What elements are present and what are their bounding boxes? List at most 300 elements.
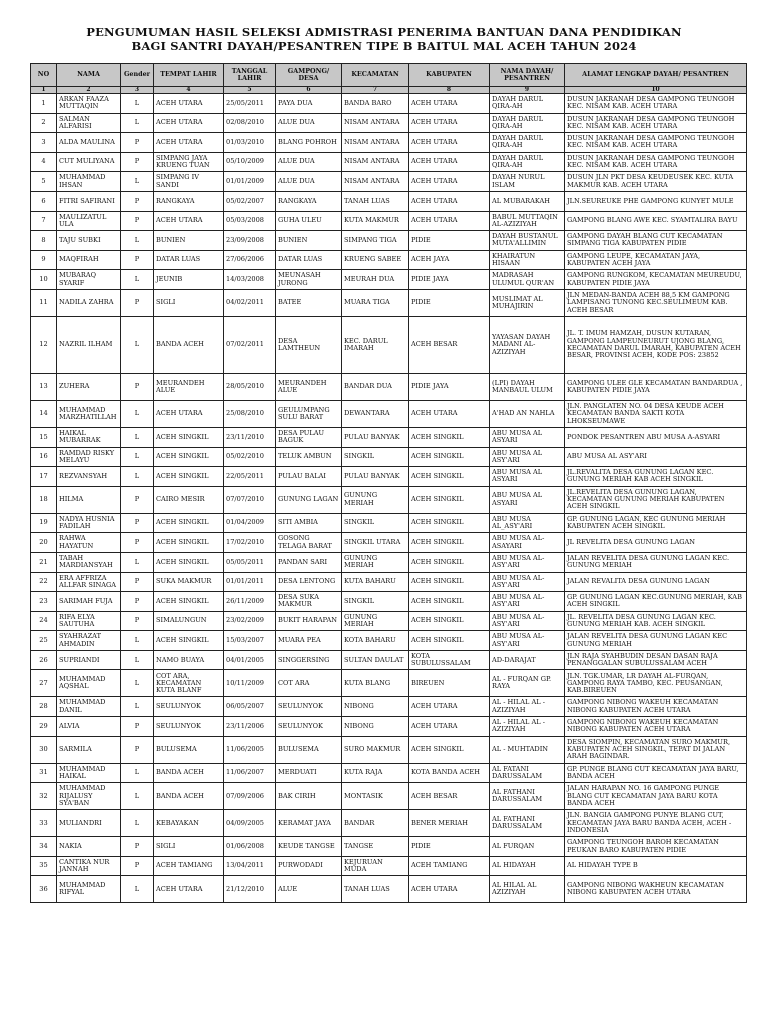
regency: ACEH SINGKIL — [409, 427, 490, 447]
dayah-address: DUSUN JAKRANAH DESA GAMPONG TEUNGOH KEC. NISAM KAB. ACEH UTARA — [565, 152, 747, 172]
gender: L — [121, 810, 154, 837]
district: KUTA RAJA — [342, 763, 409, 783]
row-number: 32 — [31, 783, 57, 810]
birth-place: ACEH SINGKIL — [154, 427, 224, 447]
birth-place: ACEH UTARA — [154, 94, 224, 114]
row-number: 9 — [31, 250, 57, 270]
column-header: NAMA DAYAH/ PESANTREN — [490, 64, 565, 87]
birth-date: 11/06/2007 — [224, 763, 276, 783]
student-name: MUBARAQ SYARIF — [57, 270, 121, 290]
column-number: 8 — [409, 87, 490, 94]
student-name: SUPRIANDI — [57, 650, 121, 670]
row-number: 8 — [31, 231, 57, 251]
district: MONTASIK — [342, 783, 409, 810]
row-number: 13 — [31, 373, 57, 400]
row-number: 21 — [31, 552, 57, 572]
regency: ACEH UTARA — [409, 717, 490, 737]
gender: L — [121, 94, 154, 114]
dayah-name: ABU MUSA AL ASYARI — [490, 486, 565, 513]
village: KERAMAT JAYA — [276, 810, 342, 837]
dayah-name: ABU MUSA AL ASYARI — [490, 427, 565, 447]
district: GUNUNG MERIAH — [342, 552, 409, 572]
gender: L — [121, 316, 154, 373]
column-header: GAMPONG/ DESA — [276, 64, 342, 87]
birth-place: BANDA ACEH — [154, 316, 224, 373]
birth-date: 25/08/2010 — [224, 400, 276, 427]
dayah-address: JL.REVELITA DESA GUNUNG LAGAN, KECAMATAN GUNUNG MERIAH KABUPATEN ACEH SINGKIL — [565, 486, 747, 513]
birth-date: 01/06/2008 — [224, 837, 276, 857]
student-name: MUHAMMAD MARZHATILLAH — [57, 400, 121, 427]
gender: L — [121, 231, 154, 251]
dayah-name: MUSLIMAT AL MUHAJIRIN — [490, 289, 565, 316]
table-row — [31, 736, 747, 763]
gender: L — [121, 467, 154, 487]
table-row — [31, 572, 747, 592]
dayah-address: AL HIDAYAH TYPE B — [565, 856, 747, 876]
table-row — [31, 447, 747, 467]
village: SEULUNYOK — [276, 717, 342, 737]
gender: P — [121, 289, 154, 316]
column-header: NO — [31, 64, 57, 87]
district: NIBONG — [342, 697, 409, 717]
student-name: NAKIA — [57, 837, 121, 857]
student-name: MUHAMMAD HAIKAL — [57, 763, 121, 783]
birth-place: CAIRO MESIR — [154, 486, 224, 513]
dayah-address: GAMPONG DAYAH BLANG CUT KECAMATAN SIMPANG TIGA KABUPATEN PIDIE — [565, 231, 747, 251]
dayah-address: JALAN REVELITA DESA GUNUNG LAGAN KEC. GUNUNG MERIAH — [565, 552, 747, 572]
gender: P — [121, 513, 154, 533]
dayah-address: JLN. PANGLATEN NO. 04 DESA KEUDE ACEH KECAMATAN BANDA SAKTI KOTA LHOKSEUMAWE — [565, 400, 747, 427]
table-row — [31, 289, 747, 316]
row-number: 33 — [31, 810, 57, 837]
birth-place: BANDA ACEH — [154, 763, 224, 783]
table-row — [31, 717, 747, 737]
student-name: SYAHRAZAT AHMADIN — [57, 631, 121, 651]
dayah-name: ABU MUSA AL-ASY'ARI — [490, 611, 565, 631]
gender: P — [121, 211, 154, 231]
row-number: 7 — [31, 211, 57, 231]
district: SULTAN DAULAT — [342, 650, 409, 670]
birth-date: 06/05/2007 — [224, 697, 276, 717]
gender: L — [121, 697, 154, 717]
dayah-address: JL REVELITA DESA GUNUNG LAGAN — [565, 533, 747, 553]
student-name: SARMILA — [57, 736, 121, 763]
birth-date: 26/11/2009 — [224, 592, 276, 612]
column-number: 3 — [121, 87, 154, 94]
column-header: ALAMAT LENGKAP DAYAH/ PESANTREN — [565, 64, 747, 87]
dayah-address: JL. T. IMUM HAMZAH, DUSUN KUTARAN, GAMPONG LAMPEUNEURUT UJONG BLANG, KECAMATAN DARUL IMARAH, KABUPATEN ACEH BESAR, PROVINSI ACEH, KODE POS: 23852 — [565, 316, 747, 373]
student-name: NADILA ZAHRA — [57, 289, 121, 316]
village: DATAR LUAS — [276, 250, 342, 270]
district: KRUENG SABEE — [342, 250, 409, 270]
dayah-name: ABU MUSA AL-ASY'ARI — [490, 552, 565, 572]
regency: ACEH SINGKIL — [409, 592, 490, 612]
table-row — [31, 94, 747, 114]
dayah-name: ABU MUSA AL-ASY'ARI — [490, 572, 565, 592]
regency: ACEH SINGKIL — [409, 533, 490, 553]
regency: ACEH UTARA — [409, 191, 490, 211]
regency: PIDIE — [409, 289, 490, 316]
row-number: 16 — [31, 447, 57, 467]
dayah-address: JLN. TGK.UMAR, LR DAYAH AL-FURQAN, GAMPONG RAYA TAMBO, KEC. PEUSANGAN, KAB.BIREUEN — [565, 670, 747, 697]
row-number: 26 — [31, 650, 57, 670]
district: GUNUNG MERIAH — [342, 611, 409, 631]
dayah-name: A'HAD AN NAHLA — [490, 400, 565, 427]
dayah-name: ABU MUSA AL ASYARI — [490, 467, 565, 487]
table-row — [31, 113, 747, 133]
birth-place: SIMPANG JAYA KRUENG TUAN — [154, 152, 224, 172]
student-name: ALDA MAULINA — [57, 133, 121, 153]
document-title-line1: PENGUMUMAN HASIL SELEKSI ADMISTRASI PENERIMA BANTUAN DANA PENDIDIKAN — [86, 25, 682, 39]
dayah-name: AL - FURQAN GP. RAYA — [490, 670, 565, 697]
row-number: 30 — [31, 736, 57, 763]
birth-place: BULUSEMA — [154, 736, 224, 763]
row-number: 3 — [31, 133, 57, 153]
row-number: 19 — [31, 513, 57, 533]
dayah-address: JLN RAJA SYAHBUDIN DESAN DASAN RAJA PENANGGALAN SUBULUSSALAM ACEH — [565, 650, 747, 670]
village: ALUE — [276, 876, 342, 903]
table-row — [31, 611, 747, 631]
gender: L — [121, 670, 154, 697]
village: GOSONG TELAGA BARAT — [276, 533, 342, 553]
regency: ACEH SINGKIL — [409, 486, 490, 513]
dayah-name: AL FATHANI DARUSSALAM — [490, 810, 565, 837]
birth-date: 28/05/2010 — [224, 373, 276, 400]
district: TANAH LUAS — [342, 191, 409, 211]
table-row — [31, 697, 747, 717]
district: NISAM ANTARA — [342, 133, 409, 153]
birth-place: KEBAYAKAN — [154, 810, 224, 837]
student-name: SARIMAH FUJA — [57, 592, 121, 612]
student-name: CUT MULIYANA — [57, 152, 121, 172]
student-name: MUHAMMAD RIFYAL — [57, 876, 121, 903]
dayah-name: AL - HILAL AL - AZIZIYAH — [490, 717, 565, 737]
village: GEULUMPANG SULU BARAT — [276, 400, 342, 427]
gender: P — [121, 486, 154, 513]
village: PAYA DUA — [276, 94, 342, 114]
birth-place: JEUNIB — [154, 270, 224, 290]
village: ALUE DUA — [276, 152, 342, 172]
row-number: 6 — [31, 191, 57, 211]
birth-date: 25/05/2011 — [224, 94, 276, 114]
table-row — [31, 373, 747, 400]
row-number: 28 — [31, 697, 57, 717]
row-number: 5 — [31, 172, 57, 192]
district: NISAM ANTARA — [342, 172, 409, 192]
birth-date: 27/06/2006 — [224, 250, 276, 270]
birth-date: 22/05/2011 — [224, 467, 276, 487]
village: GUNUNG LAGAN — [276, 486, 342, 513]
table-row — [31, 650, 747, 670]
birth-place: RANGKAYA — [154, 191, 224, 211]
dayah-address: GAMPONG NIBONG WAKHEUN KECAMATAN NIBONG KABUPATEN ACEH UTARA — [565, 876, 747, 903]
birth-place: COT ARA, KECAMATAN KUTA BLANF — [154, 670, 224, 697]
birth-date: 23/09/2008 — [224, 231, 276, 251]
regency: ACEH SINGKIL — [409, 572, 490, 592]
dayah-name: AL - HILAL AL - AZIZIYAH — [490, 697, 565, 717]
district: BANDA BARO — [342, 94, 409, 114]
birth-place: ACEH SINGKIL — [154, 592, 224, 612]
row-number: 15 — [31, 427, 57, 447]
village: KEUDE TANGSE — [276, 837, 342, 857]
row-number: 34 — [31, 837, 57, 857]
regency: ACEH SINGKIL — [409, 552, 490, 572]
birth-date: 17/02/2010 — [224, 533, 276, 553]
row-number: 10 — [31, 270, 57, 290]
birth-place: MEURANDEH ALUE — [154, 373, 224, 400]
student-name: ARKAN FAAZA MUTTAQIN — [57, 94, 121, 114]
dayah-address: GAMPONG NIBONG WAKEUH KECAMATAN NIBONG KABUPATEN ACEH UTARA — [565, 697, 747, 717]
gender: L — [121, 763, 154, 783]
column-header: Gender — [121, 64, 154, 87]
regency: ACEH UTARA — [409, 113, 490, 133]
regency: ACEH SINGKIL — [409, 447, 490, 467]
column-number: 5 — [224, 87, 276, 94]
student-name: MAULIZATUL ULA — [57, 211, 121, 231]
student-name: REZVANSYAH — [57, 467, 121, 487]
gender: P — [121, 533, 154, 553]
regency: ACEH UTARA — [409, 211, 490, 231]
student-name: SALMAN ALFARISI — [57, 113, 121, 133]
dayah-address: DESA SIOMPIN, KECAMATAN SURO MAKMUR, KABUPATEN ACEH SINGKIL, TEPAT DI JALAN ARAH BAGINDAR. — [565, 736, 747, 763]
row-number: 11 — [31, 289, 57, 316]
dayah-address: JLN.SEUREUKE PHE GAMPONG KUNYET MULE — [565, 191, 747, 211]
regency: BIREUEN — [409, 670, 490, 697]
birth-date: 11/06/2005 — [224, 736, 276, 763]
village: ALUE DUA — [276, 172, 342, 192]
birth-place: ACEH SINGKIL — [154, 447, 224, 467]
gender: P — [121, 373, 154, 400]
dayah-address: DUSUN JLN PKT DESA KEUDEUSEK KEC. KUTA MAKMUR KAB. ACEH UTARA — [565, 172, 747, 192]
regency: ACEH SINGKIL — [409, 631, 490, 651]
birth-date: 01/01/2009 — [224, 172, 276, 192]
student-name: MULIANDRI — [57, 810, 121, 837]
gender: P — [121, 837, 154, 857]
column-number: 2 — [57, 87, 121, 94]
dayah-name: KHAIRATUN HISAAN — [490, 250, 565, 270]
dayah-name: BABUL MUTTAQIN AL-AZIZIYAH — [490, 211, 565, 231]
student-name: RAHWA HAYATUN — [57, 533, 121, 553]
row-number: 12 — [31, 316, 57, 373]
district: DEWANTARA — [342, 400, 409, 427]
regency: ACEH SINGKIL — [409, 513, 490, 533]
column-number: 7 — [342, 87, 409, 94]
dayah-address: GAMPONG BLANG AWE KEC. SYAMTALIRA BAYU — [565, 211, 747, 231]
student-name: FITRI SAFIRANI — [57, 191, 121, 211]
village: PANDAN SARI — [276, 552, 342, 572]
table-row — [31, 427, 747, 447]
dayah-name: DAYAH DARUL QIRA-AH — [490, 94, 565, 114]
birth-place: ACEH SINGKIL — [154, 631, 224, 651]
birth-place: ACEH TAMIANG — [154, 856, 224, 876]
village: MUARA PEA — [276, 631, 342, 651]
student-name: HAIKAL MUBARRAK — [57, 427, 121, 447]
regency: ACEH SINGKIL — [409, 467, 490, 487]
table-row — [31, 133, 747, 153]
birth-date: 13/04/2011 — [224, 856, 276, 876]
table-row — [31, 172, 747, 192]
row-number: 31 — [31, 763, 57, 783]
birth-date: 07/09/2006 — [224, 783, 276, 810]
table-row — [31, 250, 747, 270]
district: PULAU BANYAK — [342, 427, 409, 447]
table-row — [31, 763, 747, 783]
birth-date: 01/04/2009 — [224, 513, 276, 533]
birth-place: ACEH UTARA — [154, 211, 224, 231]
column-number: 1 — [31, 87, 57, 94]
student-name: ALVIA — [57, 717, 121, 737]
birth-date: 23/02/2009 — [224, 611, 276, 631]
table-row — [31, 231, 747, 251]
regency: ACEH JAYA — [409, 250, 490, 270]
gender: P — [121, 133, 154, 153]
table-column-number-row — [31, 87, 747, 94]
regency: BENER MERIAH — [409, 810, 490, 837]
birth-place: ACEH SINGKIL — [154, 467, 224, 487]
table-row — [31, 513, 747, 533]
birth-date: 05/02/2010 — [224, 447, 276, 467]
row-number: 36 — [31, 876, 57, 903]
table-row — [31, 486, 747, 513]
regency: KOTA SUBULUSSALAM — [409, 650, 490, 670]
dayah-address: GAMPONG TEUNGOH BAROH KECAMATAN PEUKAN BARO KABUPATEN PIDIE — [565, 837, 747, 857]
regency: PIDIE JAYA — [409, 373, 490, 400]
village: SINGGERSING — [276, 650, 342, 670]
district: TANGSE — [342, 837, 409, 857]
regency: ACEH UTARA — [409, 876, 490, 903]
birth-place: SIGLI — [154, 289, 224, 316]
birth-place: ACEH SINGKIL — [154, 513, 224, 533]
student-name: HILMA — [57, 486, 121, 513]
table-body — [31, 94, 747, 903]
regency: PIDIE — [409, 231, 490, 251]
dayah-name: MADRASAH ULUMUL QUR'AN — [490, 270, 565, 290]
column-header: KABUPATEN — [409, 64, 490, 87]
dayah-address: GAMPONG RUNGKOM, KECAMATAN MEUREUDU, KABUPATEN PIDIE JAYA — [565, 270, 747, 290]
dayah-address: DUSUN JAKRANAH DESA GAMPONG TEUNGOH KEC. NISAM KAB. ACEH UTARA — [565, 133, 747, 153]
village: MEUNASAH JURONG — [276, 270, 342, 290]
regency: PIDIE — [409, 837, 490, 857]
birth-date: 23/11/2010 — [224, 427, 276, 447]
regency: ACEH UTARA — [409, 152, 490, 172]
village: PULAU BALAI — [276, 467, 342, 487]
row-number: 23 — [31, 592, 57, 612]
gender: L — [121, 172, 154, 192]
column-number: 9 — [490, 87, 565, 94]
regency: ACEH UTARA — [409, 400, 490, 427]
dayah-name: YAYASAN DAYAH MADANI AL-AZIZIYAH — [490, 316, 565, 373]
district: SINGKIL — [342, 513, 409, 533]
dayah-name: AL MUBARAKAH — [490, 191, 565, 211]
document-title-line2: BAGI SANTRI DAYAH/PESANTREN TIPE B BAITUL MAL ACEH TAHUN 2024 — [131, 39, 637, 53]
birth-place: BANDA ACEH — [154, 783, 224, 810]
birth-place: SUKA MAKMUR — [154, 572, 224, 592]
district: NISAM ANTARA — [342, 113, 409, 133]
gender: P — [121, 736, 154, 763]
district: TANAH LUAS — [342, 876, 409, 903]
birth-place: SIGLI — [154, 837, 224, 857]
row-number: 35 — [31, 856, 57, 876]
village: ALUE DUA — [276, 113, 342, 133]
birth-place: SIMPANG IV SANDI — [154, 172, 224, 192]
dayah-name: (LPI) DAYAH MANBAUL ULUM — [490, 373, 565, 400]
birth-place: ACEH UTARA — [154, 400, 224, 427]
birth-place: NAMO BUAYA — [154, 650, 224, 670]
row-number: 24 — [31, 611, 57, 631]
gender: P — [121, 611, 154, 631]
dayah-address: GAMPONG LEUPE, KECAMATAN JAYA, KABUPATEN ACEH JAYA — [565, 250, 747, 270]
dayah-name: ABU MUSA AL-ASY'ARI — [490, 631, 565, 651]
table-row — [31, 467, 747, 487]
village: DESA LAMTHEUN — [276, 316, 342, 373]
village: BUKIT HARAPAN — [276, 611, 342, 631]
dayah-address: JL.REVALITA DESA GUNUNG LAGAN KEC. GUNUNG MERIAH KAB ACEH SINGKIL — [565, 467, 747, 487]
column-number: 4 — [154, 87, 224, 94]
dayah-name: DAYAH BUSTANUL MUTA'ALLIMIN — [490, 231, 565, 251]
regency: ACEH BESAR — [409, 316, 490, 373]
table-row — [31, 810, 747, 837]
gender: L — [121, 552, 154, 572]
district: BANDAR — [342, 810, 409, 837]
village: MEURANDEH ALUE — [276, 373, 342, 400]
gender: L — [121, 876, 154, 903]
birth-place: ACEH SINGKIL — [154, 533, 224, 553]
birth-place: SEULUNYOK — [154, 697, 224, 717]
student-name: MAQFIRAH — [57, 250, 121, 270]
birth-date: 05/10/2009 — [224, 152, 276, 172]
table-row — [31, 400, 747, 427]
gender: L — [121, 447, 154, 467]
village: SITI AMBIA — [276, 513, 342, 533]
dayah-address: DUSUN JAKRANAH DESA GAMPONG TEUNGOH KEC. NISAM KAB. ACEH UTARA — [565, 94, 747, 114]
village: DESA PULAU BAGUK — [276, 427, 342, 447]
village: DESA LENTONG — [276, 572, 342, 592]
dayah-name: AD-DARAJAT — [490, 650, 565, 670]
row-number: 22 — [31, 572, 57, 592]
district: MEURAH DUA — [342, 270, 409, 290]
table-header-row — [31, 64, 747, 87]
birth-date: 15/03/2007 — [224, 631, 276, 651]
table-row — [31, 856, 747, 876]
birth-place: BUNIEN — [154, 231, 224, 251]
row-number: 25 — [31, 631, 57, 651]
dayah-name: ABU MUSA AL-ASY'ARI — [490, 592, 565, 612]
village: SEULUNYOK — [276, 697, 342, 717]
village: RANGKAYA — [276, 191, 342, 211]
birth-date: 05/02/2007 — [224, 191, 276, 211]
birth-date: 07/02/2011 — [224, 316, 276, 373]
regency: ACEH SINGKIL — [409, 736, 490, 763]
regency: KOTA BANDA ACEH — [409, 763, 490, 783]
district: KEJURUAN MUDA — [342, 856, 409, 876]
dayah-address: GP. GUNUNG LAGAN, KEC GUNUNG MERIAH KABUPATEN ACEH SINGKIL — [565, 513, 747, 533]
gender: L — [121, 650, 154, 670]
table-row — [31, 152, 747, 172]
district: KUTA BLANG — [342, 670, 409, 697]
gender: L — [121, 270, 154, 290]
district: BANDAR DUA — [342, 373, 409, 400]
village: BUNIEN — [276, 231, 342, 251]
table-row — [31, 592, 747, 612]
birth-date: 04/02/2011 — [224, 289, 276, 316]
district: MUARA TIGA — [342, 289, 409, 316]
birth-date: 05/03/2008 — [224, 211, 276, 231]
birth-date: 04/09/2005 — [224, 810, 276, 837]
column-header: TEMPAT LAHIR — [154, 64, 224, 87]
dayah-address: GP. PUNGE BLANG CUT KECAMATAN JAYA BARU, BANDA ACEH — [565, 763, 747, 783]
dayah-name: AL HIDAYAH — [490, 856, 565, 876]
regency: ACEH UTARA — [409, 94, 490, 114]
